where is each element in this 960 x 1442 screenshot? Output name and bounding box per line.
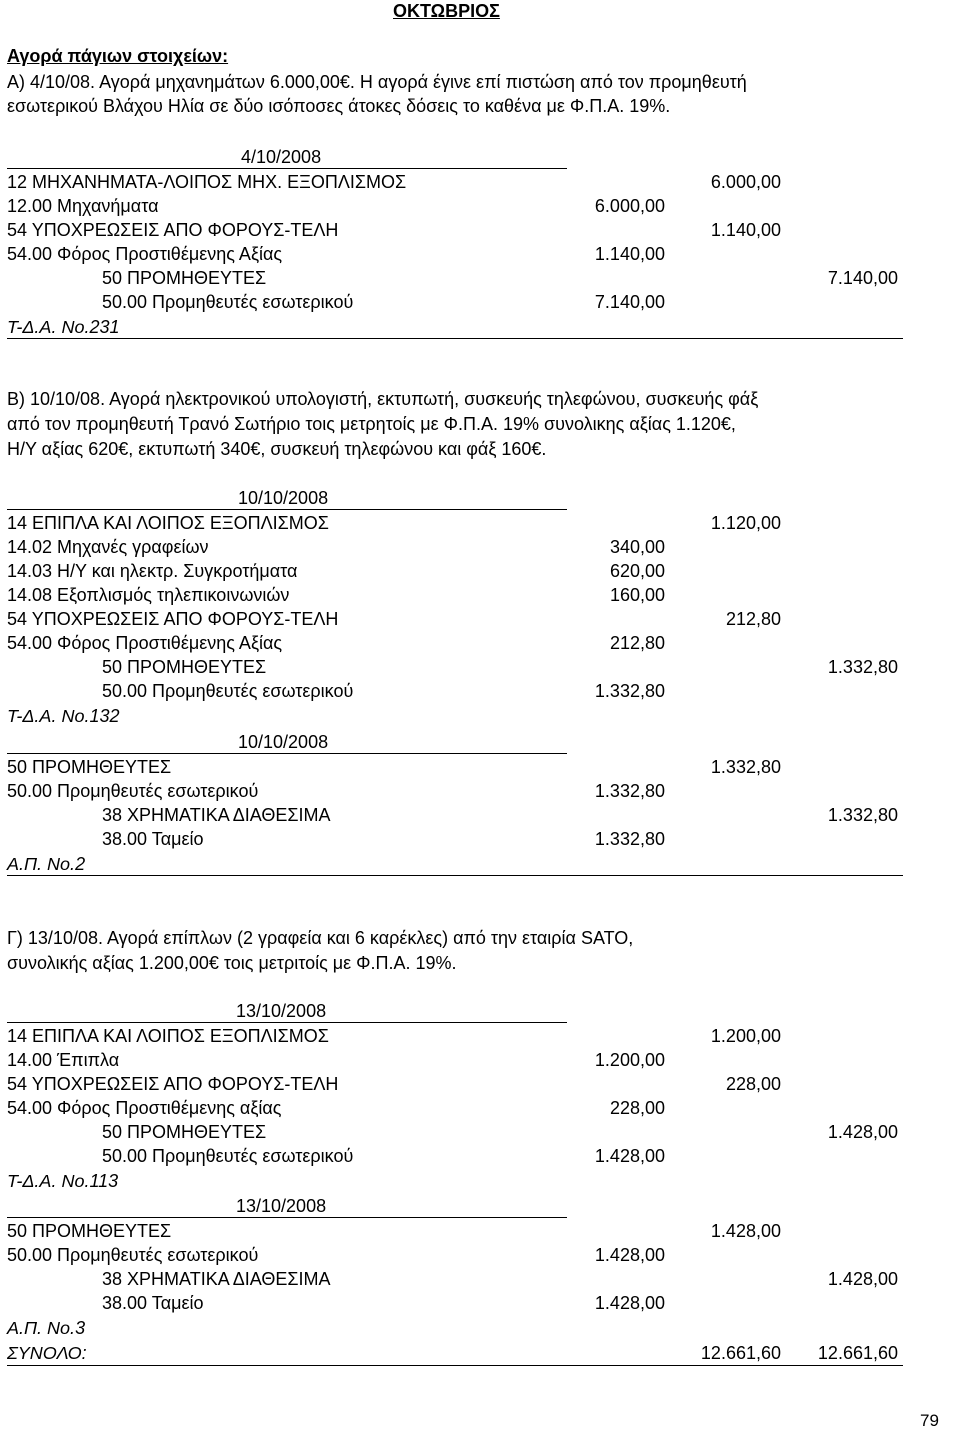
total-label: ΣΥΝΟΛΟ: [7,1343,87,1363]
part-a-reference: Τ-Δ.Α. Νο.231 [7,317,120,337]
part-c-text-line-2: συνολικής αξίας 1.200,00€ τοις μετριτοίς με Φ.Π.Α. 19%. [7,953,457,973]
entry-row-label: 14 ΕΠΙΠΛΑ ΚΑΙ ΛΟΙΠΟΣ ΕΞΟΠΛΙΣΜΟΣ [7,513,329,533]
entry-row-label: 14.08 Εξοπλισμός τηλεπικοινωνιών [7,585,290,605]
part-c-date-line-1 [7,1022,567,1023]
entry-row-label: 54.00 Φόρος Προστιθέμενης Αξίας [7,633,283,653]
part-b-end-line [7,875,903,876]
entry-row-amount: 6.000,00 [710,172,781,192]
entry-row-amount: 212,80 [725,609,781,629]
part-c-journal-date-2: 13/10/2008 [236,1196,327,1216]
part-b-reference-1: Τ-Δ.Α. Νο.132 [7,706,120,726]
part-c-reference-2: Α.Π. Νο.3 [7,1318,86,1338]
entry-row-label: 54.00 Φόρος Προστιθέμενης Αξίας [7,244,283,264]
month-title: ΟΚΤΩΒΡΙΟΣ [393,1,500,21]
entry-row-label: 50 ΠΡΟΜΗΘΕΥΤΕΣ [102,1122,267,1142]
entry-row-amount: 228,00 [609,1098,665,1118]
entry-row-label: 12 ΜΗΧΑΝΗΜΑΤΑ-ΛΟΙΠΟΣ ΜΗΧ. ΕΞΟΠΛΙΣΜΟΣ [7,172,407,192]
entry-row-label: 54 ΥΠΟΧΡΕΩΣΕΙΣ ΑΠΟ ΦΟΡΟΥΣ-ΤΕΛΗ [7,609,339,629]
part-c-date-line-2 [7,1217,567,1218]
entry-row-amount: 1.140,00 [710,220,781,240]
entry-row-label: 54.00 Φόρος Προστιθέμενης αξίας [7,1098,282,1118]
entry-row-label: 50.00 Προμηθευτές εσωτερικού [7,1245,259,1265]
entry-row-amount: 1.428,00 [594,1245,665,1265]
section-title: Αγορά πάγιων στοιχείων: [7,46,229,66]
entry-row-amount: 1.200,00 [710,1026,781,1046]
entry-row-amount: 340,00 [609,537,665,557]
entry-row-amount: 1.428,00 [827,1122,898,1142]
entry-row-label: 54 ΥΠΟΧΡΕΩΣΕΙΣ ΑΠΟ ΦΟΡΟΥΣ-ΤΕΛΗ [7,220,339,240]
entry-row-label: 54 ΥΠΟΧΡΕΩΣΕΙΣ ΑΠΟ ΦΟΡΟΥΣ-ΤΕΛΗ [7,1074,339,1094]
entry-row-amount: 1.332,80 [594,829,665,849]
entry-row-amount: 1.140,00 [594,244,665,264]
entry-row-amount: 1.332,80 [594,681,665,701]
entry-row-label: 14.02 Μηχανές γραφείων [7,537,209,557]
entry-row-label: 50.00 Προμηθευτές εσωτερικού [7,781,259,801]
entry-row-amount: 1.332,80 [827,805,898,825]
total-debit: 12.661,60 [700,1343,781,1363]
entry-row-amount: 1.332,80 [710,757,781,777]
part-b-reference-2: Α.Π. Νο.2 [7,854,86,874]
entry-row-label: 50 ΠΡΟΜΗΘΕΥΤΕΣ [7,757,172,777]
entry-row-amount: 1.428,00 [827,1269,898,1289]
part-c-journal-date-1: 13/10/2008 [236,1001,327,1021]
entry-row-amount: 7.140,00 [594,292,665,312]
part-a-journal-date: 4/10/2008 [241,147,322,167]
entry-row-label: 38 ΧΡΗΜΑΤΙΚΑ ΔΙΑΘΕΣΙΜΑ [102,1269,331,1289]
entry-row-label: 50.00 Προμηθευτές εσωτερικού [102,681,354,701]
entry-row-label: 14.00 Έπιπλα [7,1050,120,1070]
entry-row-amount: 1.120,00 [710,513,781,533]
entry-row-amount: 1.428,00 [594,1146,665,1166]
total-credit: 12.661,60 [817,1343,898,1363]
part-b-date-line-1 [7,509,567,510]
part-b-text-line-1: Β) 10/10/08. Αγορά ηλεκτρονικού υπολογιστή, εκτυπωτή, συσκευής τηλεφώνου, συσκευής φάξ [7,389,759,409]
entry-row-amount: 1.200,00 [594,1050,665,1070]
entry-row-amount: 1.332,80 [594,781,665,801]
entry-row-amount: 1.428,00 [594,1293,665,1313]
part-b-journal-date-2: 10/10/2008 [238,732,329,752]
part-b-text-line-3: Η/Υ αξίας 620€, εκτυπωτή 340€, συσκευή τηλεφώνου και φάξ 160€. [7,439,547,459]
entry-row-amount: 1.428,00 [710,1221,781,1241]
part-c-text-line-1: Γ) 13/10/08. Αγορά επίπλων (2 γραφεία και 6 καρέκλες) από την εταιρία SATO, [7,928,634,948]
part-a-end-line [7,338,903,339]
entry-row-label: 50.00 Προμηθευτές εσωτερικού [102,1146,354,1166]
entry-row-amount: 620,00 [609,561,665,581]
entry-row-label: 50 ΠΡΟΜΗΘΕΥΤΕΣ [7,1221,172,1241]
total-line [7,1365,903,1366]
entry-row-label: 50 ΠΡΟΜΗΘΕΥΤΕΣ [102,657,267,677]
entry-row-label: 50.00 Προμηθευτές εσωτερικού [102,292,354,312]
part-b-date-line-2 [7,753,567,754]
part-b-journal-date-1: 10/10/2008 [238,488,329,508]
entry-row-amount: 228,00 [725,1074,781,1094]
entry-row-label: 38.00 Ταμείο [102,829,204,849]
entry-row-amount: 160,00 [609,585,665,605]
entry-row-label: 38 ΧΡΗΜΑΤΙΚΑ ΔΙΑΘΕΣΙΜΑ [102,805,331,825]
part-a-date-line [7,168,567,169]
part-a-text-line-1: Α) 4/10/08. Αγορά μηχανημάτων 6.000,00€. Η αγορά έγινε επί πιστώση από τον προμηθευτή [7,72,747,92]
entry-row-amount: 1.332,80 [827,657,898,677]
entry-row-amount: 7.140,00 [827,268,898,288]
entry-row-label: 12.00 Μηχανήματα [7,196,159,216]
part-b-text-line-2: από τον προμηθευτή Τρανό Σωτήριο τοις μετρητοίς με Φ.Π.Α. 19% συνολικης αξίας 1.120€, [7,414,736,434]
entry-row-label: 14.03 Η/Υ και ηλεκτρ. Συγκροτήματα [7,561,298,581]
entry-row-label: 38.00 Ταμείο [102,1293,204,1313]
entry-row-amount: 212,80 [609,633,665,653]
part-c-reference-1: Τ-Δ.Α. Νο.113 [7,1171,119,1191]
entry-row-label: 14 ΕΠΙΠΛΑ ΚΑΙ ΛΟΙΠΟΣ ΕΞΟΠΛΙΣΜΟΣ [7,1026,329,1046]
page-number: 79 [920,1411,939,1430]
entry-row-label: 50 ΠΡΟΜΗΘΕΥΤΕΣ [102,268,267,288]
entry-row-amount: 6.000,00 [594,196,665,216]
part-a-text-line-2: εσωτερικού Βλάχου Ηλία σε δύο ισόποσες άτοκες δόσεις το καθένα με Φ.Π.Α. 19%. [7,96,671,116]
